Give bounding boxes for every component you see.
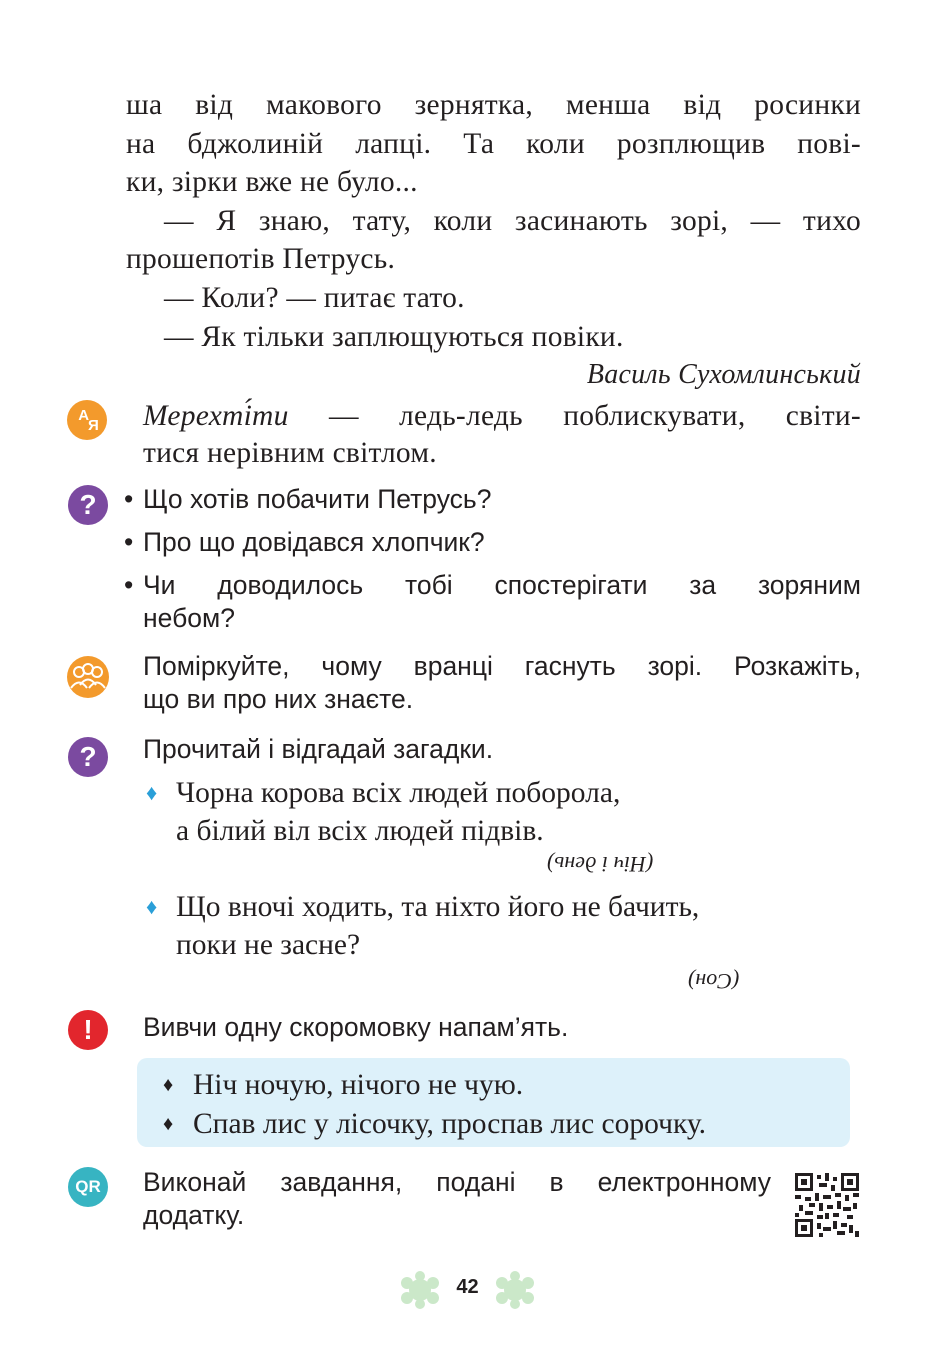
qr-code-icon[interactable] xyxy=(795,1173,859,1237)
diamond-bullet-icon: ♦ xyxy=(146,780,158,805)
riddle-text: Що вночі ходить, та ніхто його не бачить, xyxy=(176,891,700,923)
glossary-entry xyxy=(143,398,861,472)
qr-label-icon: QR xyxy=(68,1167,108,1207)
group-task-line: Поміркуйте, чому вранці гаснуть зорі. Розкажіть, xyxy=(143,651,861,681)
question-icon: ? xyxy=(68,737,108,777)
question-line: Чи доводилось тобі спостерігати за зоряним xyxy=(143,570,861,600)
bullet: • xyxy=(124,527,134,557)
question-icon: ? xyxy=(68,485,108,525)
list-item xyxy=(124,526,861,559)
riddle-line xyxy=(146,812,846,850)
ornament-right-icon xyxy=(493,1271,537,1309)
riddle xyxy=(146,888,846,964)
diamond-bullet-icon: ♦ xyxy=(163,1074,174,1096)
bullet: • xyxy=(124,484,134,514)
riddle xyxy=(146,774,846,850)
list-item xyxy=(163,1105,843,1144)
qr-task-line: додатку. xyxy=(143,1200,245,1230)
glossary-definition-continued: тися нерівним світлом. xyxy=(143,437,437,469)
diamond-bullet-icon: ♦ xyxy=(146,894,158,919)
story-line: ша від макового зернятка, менша від росинки xyxy=(126,89,861,121)
story-line: — Я знаю, тату, коли засинають зорі, — тихо xyxy=(164,204,861,237)
tongue-twister-text: Спав лис у лісочку, проспав лис сорочку. xyxy=(193,1107,707,1140)
diamond-bullet-icon: ♦ xyxy=(163,1112,174,1135)
question-text: Що хотів побачити Петрусь? xyxy=(143,484,492,514)
riddle-text: а білий віл всіх людей підвів. xyxy=(176,815,544,847)
list-item xyxy=(124,569,861,635)
story-line: — Коли? — питає тато. xyxy=(164,281,465,314)
riddles-intro: Прочитай і відгадай загадки. xyxy=(143,734,494,764)
question-text xyxy=(143,569,861,635)
story-line: — Як тільки заплющуються повіки. xyxy=(164,320,624,353)
page-number: 42 xyxy=(456,1276,479,1298)
glossary-definition: — ледь-ледь поблискувати, світи- xyxy=(288,400,861,432)
qr-task-line: Виконай завдання, подані в електронному xyxy=(143,1167,771,1197)
memorize-task: Вивчи одну скоромовку напам’ять. xyxy=(143,1012,569,1042)
dictionary-icon: А Я xyxy=(67,400,107,440)
riddle-line xyxy=(146,774,846,812)
story-text xyxy=(126,86,861,394)
question-text: Про що довідався хлопчик? xyxy=(143,527,485,557)
qr-task xyxy=(143,1166,771,1232)
story-line: ки, зірки вже не було... xyxy=(126,166,418,199)
riddle-text: поки не засне? xyxy=(176,929,361,961)
list-item xyxy=(163,1066,843,1105)
exclamation-icon: ! xyxy=(68,1010,108,1050)
tongue-twister-list xyxy=(163,1066,843,1143)
riddle-answer: (Сон) xyxy=(688,969,740,994)
question-line: небом? xyxy=(143,603,235,633)
group-task xyxy=(143,650,861,716)
question-list xyxy=(124,483,861,645)
story-line: на бджолиній лапці. Та коли розплющив пові- xyxy=(126,127,861,160)
riddle-answer: (Ніч і день) xyxy=(547,852,654,877)
list-item xyxy=(124,483,861,516)
glossary-first-line xyxy=(143,398,861,435)
riddle-line xyxy=(146,926,846,964)
group-discussion-icon xyxy=(66,655,110,699)
riddle-line xyxy=(146,888,846,926)
story-line: прошепотів Петрусь. xyxy=(126,243,396,276)
bullet: • xyxy=(124,570,134,600)
riddle-text: Чорна корова всіх людей поборола, xyxy=(176,777,621,809)
glossary-term: Мерехті́ти xyxy=(143,400,289,432)
tongue-twister-text: Ніч ночую, нічого не чую. xyxy=(193,1069,524,1101)
story-author: Василь Сухомлинський xyxy=(586,359,861,391)
group-task-line: що ви про них знаєте. xyxy=(143,684,414,714)
